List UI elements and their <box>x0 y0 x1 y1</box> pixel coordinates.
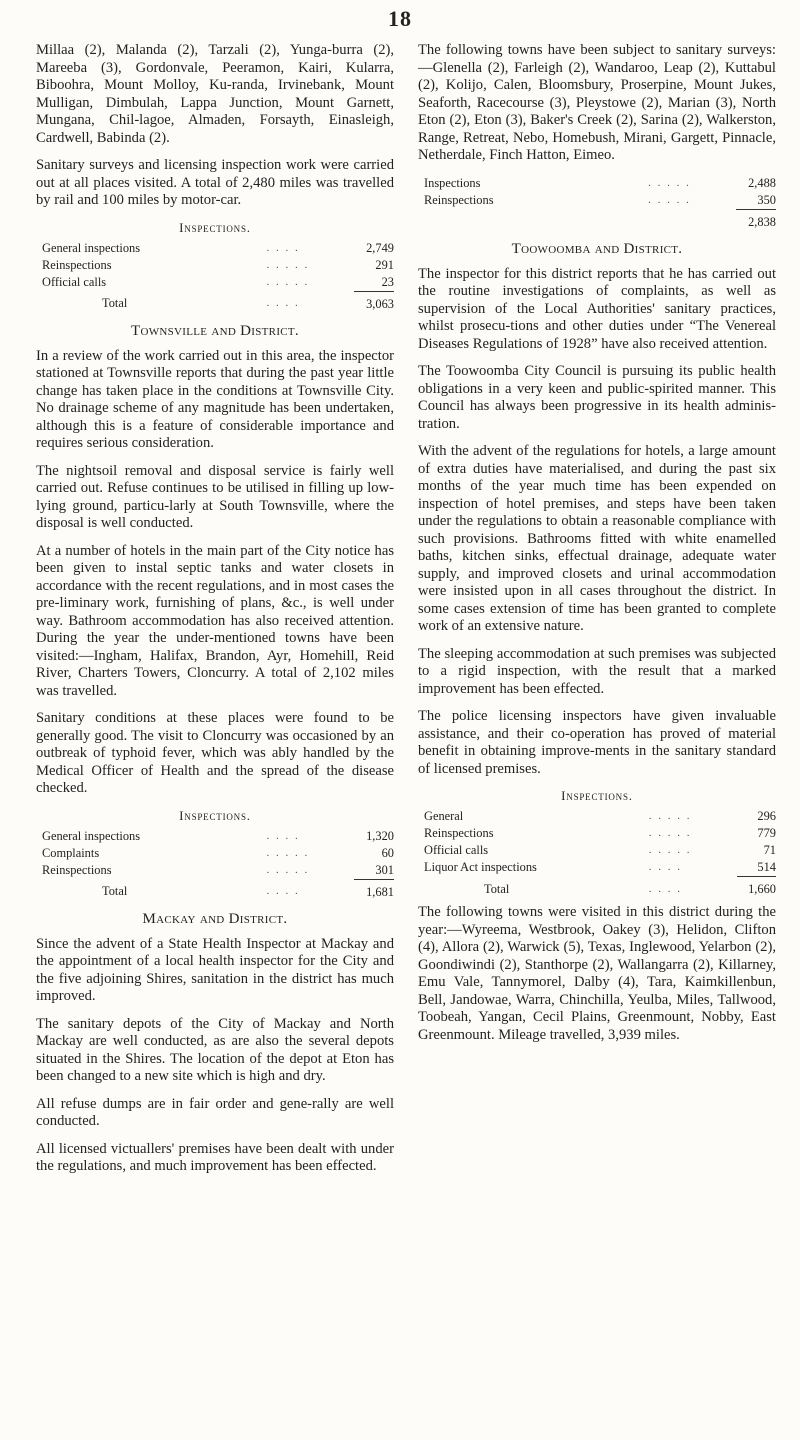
inspections-heading: Inspections. <box>561 788 633 803</box>
table-row: Reinspections . . . . . 291 <box>42 257 394 272</box>
table-row: Inspections . . . . . 2,488 <box>424 175 776 190</box>
section-heading-mackay: Mackay and District. <box>142 910 288 927</box>
inspections-heading: Inspections. <box>179 219 251 235</box>
inspections-table <box>42 828 394 901</box>
paragraph: All refuse dumps are in fair order and gene-rally are well conducted. <box>36 1095 394 1129</box>
table-row: Complaints . . . . . 60 <box>42 845 394 860</box>
paragraph: The sleeping accommodation at such premises was subjected to a rigid inspection, with the result that a marked improvement has been effected. <box>418 645 776 697</box>
table-row: Liquor Act inspections . . . . 514 <box>424 860 776 875</box>
table-row: General inspections . . . . 2,749 <box>42 240 394 255</box>
section-heading-toowoomba: Toowoomba and District. <box>511 240 683 257</box>
table-total-row: Total . . . . 1,660 <box>424 877 776 899</box>
inspections-table <box>424 175 776 231</box>
page-number: 18 <box>388 6 412 31</box>
paragraph: Since the advent of a State Health Inspector at Mackay and the appointment of a local health inspector for the City and the five adjoining Shires, sanitation in the district has much improved. <box>36 935 394 1004</box>
paragraph: All licensed victuallers' premises have been dealt with under the regulations, and much improvement has been effected. <box>36 1140 394 1174</box>
paragraph: In a review of the work carried out in this area, the inspector stationed at Townsville reports that during the past year little change has taken place in the conditions at Townsville City. No drainage scheme of any magnitude has been undertaken, although this is a feature of considerable importance and requires serious consideration. <box>36 347 394 451</box>
table-row: Reinspections . . . . . 350 <box>424 192 776 207</box>
paragraph: The inspector for this district reports that he has carried out the routine investigations of complaints, as well as supervision of the Local Authorities' sanitary practices, whilst prosecu-tions and other duties under “The Venereal Diseases Regulations of 1928” have also received attention. <box>418 265 776 352</box>
surveys-paragraph: The following towns have been subject to sanitary surveys:—Glenella (2), Farleigh (2), Wandaroo, Leap (2), Kuttabul (2), Kolijo, Calen, Bloomsbury, Proserpine, Mount Jukes, Seaforth, Racecourse (3), Pleystowe (2), Marian (3), North Eton (2), Eton (3), Baker's Creek (2), Sarina (2), Walkerston, Range, Retreat, Nebo, Homebush, Mirani, Gargett, Pinnacle, Netherdale, Finch Hatton, Eimeo. <box>418 42 776 163</box>
table-total-row: Total . . . . 1,681 <box>42 879 394 901</box>
inspections-table <box>42 240 394 313</box>
right-column <box>418 42 776 1054</box>
paragraph: The nightsoil removal and disposal service is fairly well carried out. Refuse continues to be utilised in filling up low-lying ground, particu-larly at South Townsville, where the disposal is well conducted. <box>36 462 394 531</box>
paragraph: The Toowoomba City Council is pursuing its public health obligations in a very keen and public-spirited manner. This Council has always been progressive in its health adminis-tration. <box>418 363 776 432</box>
paragraph: The police licensing inspectors have given invaluable assistance, and their co-operation has proved of material benefit in obtaining improve-ments in the sanitary standard of licensed premises. <box>418 708 776 777</box>
table-row: Official calls . . . . . 71 <box>424 843 776 857</box>
inspections-heading: Inspections. <box>179 807 251 823</box>
table-row: Official calls . . . . . 23 <box>42 274 394 289</box>
intro-paragraph: Millaa (2), Malanda (2), Tarzali (2), Yunga-burra (2), Mareeba (3), Gordonvale, Peeramon, Kairi, Kularra, Biboohra, Mount Molloy, Ku-randa, Irvinebank, Mount Mulligan, Dimbulah, Lappa Junction, Mount Garnett, Mungana, Chil-lagoe, Almaden, Forsayth, Einasleigh, Cardwell, Babinda (2). <box>36 42 394 146</box>
paragraph: Sanitary conditions at these places were found to be generally good. The visit to Cloncurry was occasioned by an outbreak of typhoid fever, which was ably handled by the Medical Officer of Health and the spread of the disease checked. <box>36 710 394 796</box>
visited-paragraph: The following towns were visited in this district during the year:—Wyreema, Westbrook, Oakey (3), Helidon, Clifton (4), Allora (2), Warwick (5), Texas, Inglewood, Yelarbon (2), Goondiwindi (2), Stanthorpe (2), Wallangarra (2), Killarney, Emu Vale, Tannymorel, Dalby (4), Tara, Kaimkillenbun, Bell, Jandowae, Warra, Chinchilla, Yeulba, Miles, Tallwood, Toobeah, Yangan, Cecil Plains, Greenmount, Nobby, East Greenmount. Mileage travelled, 3,939 miles. <box>418 904 776 1043</box>
sanitary-paragraph: Sanitary surveys and licensing inspection work were carried out at all places visited. A total of 2,480 miles was travelled by rail and 100 miles by motor-car. <box>36 157 394 208</box>
left-column <box>36 42 394 1186</box>
inspections-table <box>424 808 776 898</box>
paragraph: With the advent of the regulations for hotels, a large amount of extra duties have materialised, and during the past six months of the year much time has been expended on inspection of hotel premises, and steps have been taken under the regulations to obtain a reasonable compliance with such provisions. Bathrooms fitted with white enamelled baths, kitchen sinks, effectual drainage, adequate water supply, and improved closets and urinal accommodation were insisted upon in all cases throughout the district. In some cases extension of time has been granted to complete work of an extensive nature. <box>418 443 776 634</box>
table-row: General inspections . . . . 1,320 <box>42 828 394 843</box>
table-row: Reinspections . . . . . 779 <box>424 826 776 840</box>
table-total-row: 2,838 <box>424 209 776 231</box>
section-heading-townsville: Townsville and District. <box>131 322 299 339</box>
paragraph: The sanitary depots of the City of Mackay and North Mackay are well conducted, as are also the several depots situated in the Shires. The location of the depot at Eton has been changed to a new site which is high and dry. <box>36 1015 394 1084</box>
paragraph: At a number of hotels in the main part of the City notice has been given to instal septic tanks and water closets in accordance with the recent regulations, and in most cases the pre-liminary work, furnishing of plans, &c., is well under way. Bathroom accommodation has also received attention. During the year the under-mentioned towns have been visited:—Ingham, Halifax, Brandon, Ayr, Homehill, Reid River, Charters Towers, Cloncurry. A total of 2,102 miles was travelled. <box>36 542 394 699</box>
table-row: General . . . . . 296 <box>424 809 776 823</box>
table-row: Reinspections . . . . . 301 <box>42 862 394 877</box>
table-total-row: Total . . . . 3,063 <box>42 291 394 313</box>
